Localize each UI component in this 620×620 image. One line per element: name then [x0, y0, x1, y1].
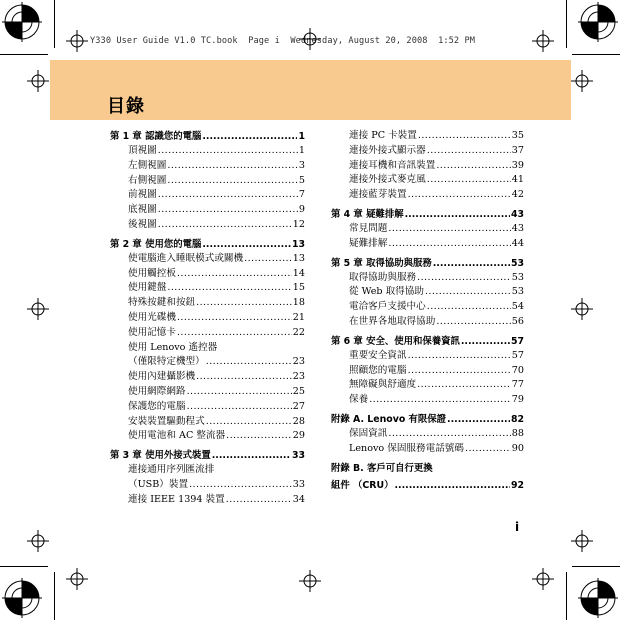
dot-leader	[226, 429, 292, 444]
toc-section-entry[interactable]	[110, 267, 305, 282]
dot-leader	[244, 252, 292, 267]
toc-entry-page: 43	[510, 208, 524, 220]
toc-entry-page: 43	[511, 222, 524, 234]
dot-leader	[158, 218, 292, 233]
toc-entry-page: 25	[292, 385, 305, 397]
toc-entry-title: 第 6 章 安全、使用和保養資訊	[331, 335, 460, 347]
toc-entry-page: 57	[510, 335, 524, 347]
dot-leader	[417, 271, 511, 286]
toc-entry-title: 無障礙與舒適度	[349, 379, 417, 391]
toc-entry-page: 9	[298, 204, 305, 216]
crop-mark	[54, 0, 55, 48]
toc-section-entry[interactable]	[110, 188, 305, 203]
registration-mark-icon	[578, 578, 618, 618]
toc-entry-title: Lenovo 保固服務電話號碼	[349, 442, 464, 454]
dot-leader	[158, 188, 298, 203]
crop-mark	[572, 566, 620, 567]
toc-entry-title: 使用 Lenovo 遙控器	[128, 341, 218, 353]
toc-chapter-entry[interactable]	[110, 448, 305, 463]
dot-leader	[388, 222, 510, 237]
toc-entry-title: 頂視圖	[128, 145, 157, 156]
toc-entry-title: 照顧您的電腦	[349, 364, 407, 376]
toc-entry-page: 29	[292, 430, 305, 442]
toc-section-entry[interactable]	[110, 311, 305, 326]
dot-leader	[408, 188, 511, 203]
crosshair-mark-icon	[571, 70, 593, 92]
dot-leader	[394, 478, 509, 493]
dot-leader	[461, 334, 510, 349]
toc-chapter-entry[interactable]	[331, 207, 524, 222]
toc-entry-page: 14	[292, 267, 305, 279]
toc-section-entry[interactable]	[110, 385, 305, 400]
toc-entry-page: 88	[511, 427, 524, 439]
toc-section-entry[interactable]	[110, 370, 305, 385]
dot-leader	[202, 129, 297, 144]
toc-entry-title: 取得協助與服務	[349, 271, 417, 283]
toc-section-entry[interactable]	[331, 237, 524, 252]
toc-section-entry[interactable]	[331, 442, 524, 457]
dot-leader	[388, 237, 510, 252]
dot-leader	[436, 315, 510, 330]
toc-section-entry[interactable]	[110, 493, 305, 508]
dot-leader	[167, 281, 291, 296]
toc-section-entry[interactable]	[331, 144, 524, 159]
registration-mark-icon	[2, 2, 42, 42]
dot-leader	[408, 349, 511, 364]
toc-chapter-entry[interactable]	[110, 129, 305, 144]
crop-mark	[572, 54, 620, 55]
dot-leader	[388, 427, 510, 442]
toc-entry-page: 18	[292, 297, 305, 309]
toc-section-entry[interactable]	[110, 341, 305, 356]
dot-leader	[187, 400, 292, 415]
toc-entry-title: 使用觸控板	[128, 267, 176, 279]
dot-leader	[189, 478, 292, 493]
toc-section-entry[interactable]	[110, 415, 305, 430]
dot-leader	[187, 385, 292, 400]
toc-chapter-entry[interactable]	[331, 461, 524, 476]
toc-section-entry[interactable]	[110, 429, 305, 444]
crosshair-mark-icon	[299, 28, 321, 50]
toc-entry-title: 疑難排解	[349, 237, 388, 249]
toc-section-entry[interactable]	[331, 271, 524, 286]
toc-entry-title: 常見問題	[349, 222, 388, 234]
dot-leader	[202, 237, 291, 252]
toc-entry-page: 34	[292, 493, 305, 505]
toc-entry-page: 5	[298, 174, 305, 186]
toc-section-entry[interactable]	[110, 326, 305, 341]
toc-entry-page: 42	[511, 189, 524, 201]
toc-entry-title: 連接耳機和音訊裝置	[349, 159, 436, 171]
toc-entry-title: 使用記憶卡	[128, 326, 176, 338]
toc-entry-page: 15	[292, 282, 305, 294]
toc-entry-page: 22	[292, 326, 305, 338]
toc-entry-title: 連接 PC 卡裝置	[349, 130, 417, 141]
dot-leader	[427, 144, 511, 159]
toc-entry-title: 底視圖	[128, 204, 157, 216]
crosshair-mark-icon	[27, 298, 49, 320]
toc-entry-page: 79	[511, 394, 524, 406]
dot-leader	[167, 159, 298, 174]
crosshair-mark-icon	[27, 70, 49, 92]
toc-entry-page: 77	[511, 379, 524, 391]
toc-entry-page: 13	[292, 252, 305, 264]
crop-mark	[0, 566, 48, 567]
toc-section-entry[interactable]	[331, 427, 524, 442]
crop-mark	[566, 0, 567, 48]
dot-leader	[206, 415, 292, 430]
toc-entry-title: 連接外接式顯示器	[349, 144, 426, 156]
toc-entry-page: 23	[292, 371, 305, 383]
toc-entry-page: 13	[291, 238, 305, 250]
toc-section-entry[interactable]	[110, 281, 305, 296]
toc-entry-title: 在世界各地取得協助	[349, 315, 436, 327]
toc-entry-page: 21	[292, 311, 305, 323]
dot-leader	[418, 129, 511, 144]
dot-leader	[433, 256, 510, 271]
toc-entry-title: 第 5 章 取得協助與服務	[331, 257, 432, 269]
toc-section-entry[interactable]	[331, 285, 524, 300]
toc-entry-page: 1	[298, 145, 305, 156]
toc-section-entry[interactable]	[331, 378, 524, 393]
toc-entry-page: 1	[298, 131, 305, 142]
toc-left-column	[110, 129, 305, 508]
toc-entry-title: 安裝裝置驅動程式	[128, 415, 205, 427]
registration-mark-icon	[2, 578, 42, 618]
page-title: 目錄	[107, 96, 145, 117]
toc-entry-page: 82	[510, 413, 524, 425]
toc-entry-title: 組件 （CRU）	[331, 479, 394, 491]
crop-mark	[566, 572, 567, 620]
toc-entry-title: 左側視圖	[128, 159, 167, 171]
toc-entry-title: 使電腦進入睡眠模式或關機	[128, 252, 244, 264]
toc-section-entry[interactable]	[110, 296, 305, 311]
dot-leader	[436, 159, 510, 174]
registration-mark-icon	[578, 2, 618, 42]
toc-entry-title: 前視圖	[128, 189, 157, 201]
toc-section-entry[interactable]	[331, 129, 524, 144]
dot-leader	[427, 300, 511, 315]
toc-entry-page: 35	[511, 130, 524, 141]
toc-entry-title: 第 3 章 使用外接式裝置	[110, 450, 211, 462]
toc-section-entry[interactable]	[331, 349, 524, 364]
toc-entry-title: 第 4 章 疑難排解	[331, 208, 404, 220]
toc-entry-title: 附錄 B. 客戶可自行更換	[331, 462, 433, 474]
toc-section-entry[interactable]	[331, 173, 524, 188]
crosshair-mark-icon	[299, 570, 321, 592]
toc-entry-page: 23	[292, 356, 305, 368]
toc-entry-title: 第 1 章 認識您的電腦	[110, 131, 202, 142]
toc-entry-title: 連接 IEEE 1394 裝置	[128, 493, 225, 505]
toc-entry-page: 90	[511, 442, 524, 454]
dot-leader	[196, 296, 292, 311]
toc-chapter-entry[interactable]	[331, 334, 524, 349]
toc-section-entry[interactable]	[331, 315, 524, 330]
toc-entry-title: 使用電池和 AC 整流器	[128, 430, 226, 442]
toc-section-entry[interactable]	[331, 393, 524, 408]
toc-section-entry[interactable]	[110, 203, 305, 218]
toc-section-entry[interactable]	[331, 300, 524, 315]
toc-entry-page: 92	[510, 479, 524, 491]
toc-section-entry[interactable]	[331, 364, 524, 379]
toc-entry-title: 使用內建攝影機	[128, 371, 196, 383]
dot-leader	[158, 203, 298, 218]
toc-entry-page: 33	[291, 450, 305, 462]
toc-section-entry[interactable]	[110, 144, 305, 159]
toc-section-entry[interactable]	[110, 400, 305, 415]
toc-entry-page: 7	[298, 189, 305, 201]
toc-entry-title: 連接通用序列匯流排	[128, 464, 215, 476]
crosshair-mark-icon	[66, 568, 88, 590]
toc-entry-title: 附錄 A. Lenovo 有限保證	[331, 413, 447, 425]
crosshair-mark-icon	[66, 30, 88, 52]
toc-entry-page: 33	[292, 478, 305, 490]
toc-entry-title: 特殊按鍵和按鈕	[128, 297, 196, 309]
dot-leader	[177, 326, 292, 341]
toc-entry-page: 53	[511, 286, 524, 298]
toc-chapter-entry[interactable]	[110, 237, 305, 252]
dot-leader	[196, 370, 292, 385]
toc-section-entry[interactable]	[331, 222, 524, 237]
toc-entry-title: 從 Web 取得協助	[349, 286, 424, 298]
toc-section-entry[interactable]	[110, 174, 305, 189]
crosshair-mark-icon	[571, 298, 593, 320]
dot-leader	[206, 355, 292, 370]
toc-chapter-entry[interactable]	[331, 478, 524, 493]
toc-entry-page: 27	[292, 400, 305, 412]
crosshair-mark-icon	[532, 568, 554, 590]
dot-leader	[158, 144, 298, 159]
crop-mark	[0, 54, 48, 55]
dot-leader	[226, 493, 292, 508]
toc-entry-title: （USB）裝置	[128, 478, 189, 490]
toc-section-entry[interactable]	[110, 355, 305, 370]
toc-section-entry[interactable]	[331, 159, 524, 174]
toc-entry-title: （僅限特定機型）	[128, 356, 205, 368]
toc-section-entry[interactable]	[110, 478, 305, 493]
toc-entry-title: 重要安全資訊	[349, 349, 407, 361]
toc-entry-page: 70	[511, 364, 524, 376]
crop-mark	[54, 572, 55, 620]
dot-leader	[427, 173, 511, 188]
toc-entry-title: 保護您的電腦	[128, 400, 186, 412]
toc-entry-title: 使用網際網路	[128, 385, 186, 397]
toc-entry-page: 37	[511, 144, 524, 156]
toc-section-entry[interactable]	[110, 463, 305, 478]
dot-leader	[177, 311, 292, 326]
toc-entry-title: 使用鍵盤	[128, 282, 167, 294]
running-head: Y330 User Guide V1.0 TC.book Page i Wednesday, August 20, 2008 1:52 PM	[90, 36, 475, 46]
toc-entry-title: 使用光碟機	[128, 311, 176, 323]
dot-leader	[417, 378, 511, 393]
page-number: i	[515, 520, 520, 534]
toc-entry-title: 後視圖	[128, 218, 157, 230]
toc-section-entry[interactable]	[110, 252, 305, 267]
toc-entry-page: 41	[511, 174, 524, 186]
toc-right-column	[331, 129, 524, 493]
crosshair-mark-icon	[27, 530, 49, 552]
toc-entry-title: 連接藍芽裝置	[349, 189, 407, 201]
toc-chapter-entry[interactable]	[331, 256, 524, 271]
toc-entry-title: 保養	[349, 394, 369, 406]
dot-leader	[167, 174, 298, 189]
toc-entry-page: 39	[511, 159, 524, 171]
toc-entry-page: 54	[511, 301, 524, 313]
dot-leader	[405, 207, 510, 222]
toc-entry-page: 28	[292, 415, 305, 427]
dot-leader	[212, 448, 291, 463]
crosshair-mark-icon	[532, 30, 554, 52]
crosshair-mark-icon	[571, 530, 593, 552]
toc-entry-title: 第 2 章 使用您的電腦	[110, 238, 202, 250]
dot-leader	[465, 442, 511, 457]
dot-leader	[447, 412, 510, 427]
toc-entry-page: 56	[511, 315, 524, 327]
toc-entry-page: 53	[510, 257, 524, 269]
toc-entry-title: 連接外接式麥克風	[349, 174, 426, 186]
toc-entry-page: 57	[511, 349, 524, 361]
toc-entry-title: 保固資訊	[349, 427, 388, 439]
dot-leader	[369, 393, 511, 408]
toc-chapter-entry[interactable]	[331, 412, 524, 427]
dot-leader	[425, 285, 511, 300]
toc-section-entry[interactable]	[110, 159, 305, 174]
toc-entry-title: 右側視圖	[128, 174, 167, 186]
toc-entry-title: 電洽客戶支援中心	[349, 301, 426, 313]
toc-entry-page: 44	[511, 237, 524, 249]
toc-entry-page: 12	[292, 218, 305, 230]
toc-section-entry[interactable]	[110, 218, 305, 233]
toc-entry-page: 3	[298, 159, 305, 171]
dot-leader	[408, 364, 511, 379]
toc-section-entry[interactable]	[331, 188, 524, 203]
dot-leader	[177, 267, 292, 282]
toc-entry-page: 53	[511, 271, 524, 283]
